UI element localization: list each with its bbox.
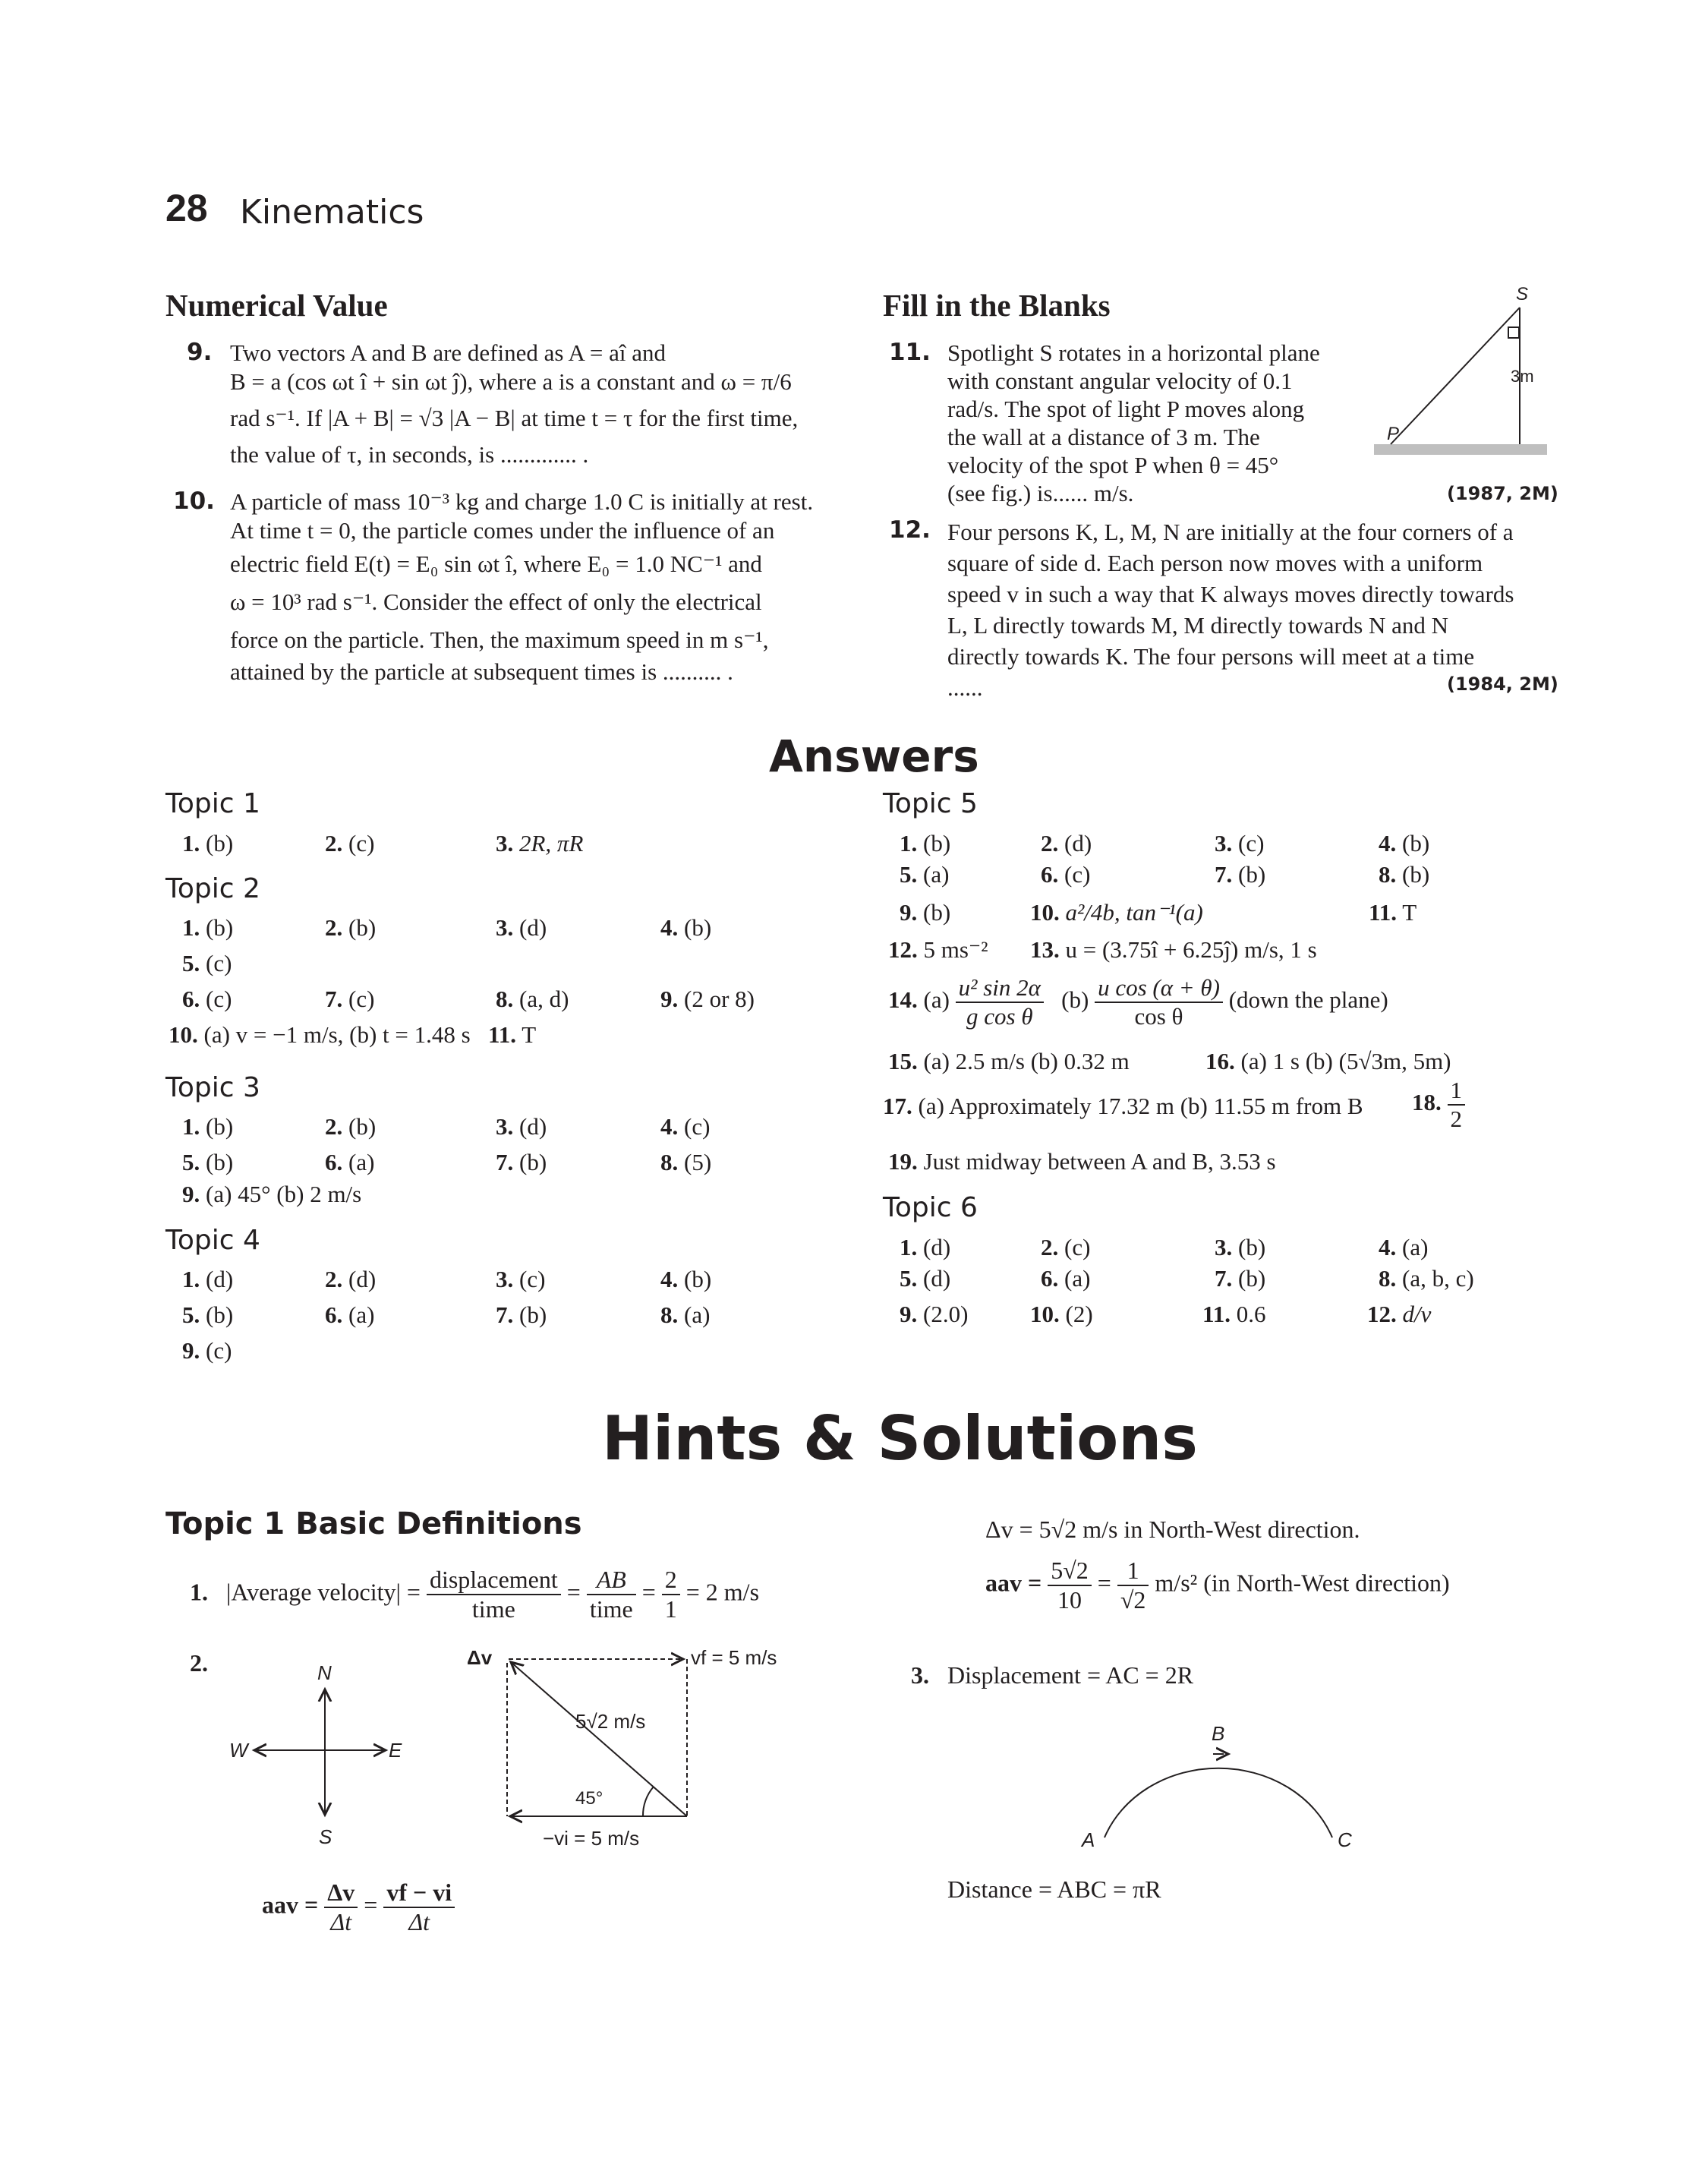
label-p: P — [1387, 424, 1400, 444]
q10-line: At time t = 0, the particle comes under the influence of an — [230, 517, 775, 544]
q10-line: ω = 10³ rad s⁻¹. Consider the effect of only the electrical — [230, 588, 762, 615]
answer-item: 8. (a, b, c) — [1379, 1265, 1474, 1292]
solution-1: 1. |Average velocity| = $\frac{\text{displacement}}{\text{time}}$ = $\frac{AB}{\text{time}}$ = $\frac{2}{1}$ = 2 m/s — [190, 1566, 760, 1623]
fraction: $\frac{\text{u² sin 2α}}{\text{g cos θ}}$ — [956, 974, 1044, 1030]
label-c: C — [1338, 1828, 1352, 1851]
answers-topic-4: Topic 4 — [165, 1225, 260, 1256]
answers-title: Answers — [769, 730, 979, 782]
answer-item: 3. 2R, πR — [496, 830, 584, 856]
answer-item: 5. (c) — [182, 950, 232, 976]
chapter-title: Kinematics — [240, 193, 424, 232]
answer-item: 19. Just midway between A and B, 3.53 s — [888, 1148, 1276, 1175]
q12-line: ...... — [947, 674, 983, 701]
spotlight-figure — [1370, 277, 1556, 459]
q11-line: with constant angular velocity of 0.1 — [947, 368, 1293, 394]
q12-line: directly towards K. The four persons will meet at a time — [947, 643, 1475, 670]
answer-item: 17. (a) Approximately 17.32 m (b) 11.55 m from B — [883, 1093, 1363, 1119]
answer-item: 4. (a) — [1379, 1234, 1429, 1260]
q12-line: square of side d. Each person now moves with a uniform — [947, 550, 1483, 576]
answer-item: 12. 5 ms⁻² — [888, 936, 988, 963]
answer-item: 1. (d) — [900, 1234, 951, 1260]
label-3m: 3m — [1511, 367, 1534, 386]
answer-item: 1. (b) — [900, 830, 951, 856]
wall-ground — [1374, 444, 1547, 455]
question-number-12: 12. — [889, 516, 931, 544]
answer-item: 6. (a) — [325, 1149, 375, 1175]
fraction: $\frac{1}{2}$ — [1448, 1077, 1466, 1133]
answer-item: 8. (a, d) — [496, 986, 569, 1012]
q11-line: rad/s. The spot of light P moves along — [947, 396, 1305, 422]
answer-item: 4. (b) — [1379, 830, 1430, 856]
q11-line: (see fig.) is...... m/s. — [947, 480, 1134, 506]
q11-line: the wall at a distance of 3 m. The — [947, 424, 1260, 450]
label-vi: −vi = 5 m/s — [543, 1827, 640, 1850]
label-diagonal: 5√2 m/s — [575, 1710, 646, 1733]
answer-item: 7. (b) — [496, 1301, 547, 1328]
fraction: $\frac{\text{u cos (α + θ)}}{\text{cos θ}}$ — [1095, 974, 1223, 1030]
question-10-text — [230, 487, 843, 686]
answer-item: 2. (c) — [1041, 1234, 1091, 1260]
answers-topic-5: Topic 5 — [883, 788, 978, 819]
answer-item: 1. (b) — [182, 914, 234, 941]
compass-figure — [220, 1655, 440, 1860]
fraction: $\frac{\Delta v}{\Delta t}$ — [324, 1879, 358, 1936]
answer-item: 4. (b) — [660, 1266, 712, 1292]
hints-title: Hints & Solutions — [602, 1403, 1198, 1474]
answer-item: 8. (b) — [1379, 861, 1430, 888]
answer-item: 12. d/v — [1367, 1301, 1432, 1327]
answer-item: 8. (5) — [660, 1149, 712, 1175]
displacement-line: Displacement = AC = 2R — [947, 1661, 1194, 1689]
fraction: $\frac{1}{√2}$ — [1117, 1557, 1149, 1614]
question-number-11: 11. — [889, 339, 931, 366]
q10-line: force on the particle. Then, the maximum speed in m s⁻¹, — [230, 626, 769, 653]
label-a: A — [1082, 1828, 1095, 1851]
answer-item: 11. T — [488, 1021, 537, 1048]
answer-item: 1. (b) — [182, 830, 234, 856]
q9-line: B = a (cos ωt î + sin ωt ĵ), where a is a constant and ω = π/6 — [230, 368, 792, 395]
answer-item: 9. (a) 45° (b) 2 m/s — [182, 1181, 362, 1207]
question-number-9: 9. — [187, 339, 213, 366]
label-e: E — [389, 1739, 402, 1762]
q10-line: attained by the particle at subsequent times is .......... . — [230, 658, 733, 685]
fraction: $\frac{AB}{\text{time}}$ — [587, 1566, 636, 1623]
solution-2-number: 2. — [190, 1649, 208, 1677]
label-dv: Δv — [467, 1646, 493, 1669]
answer-item: 10. (a) v = −1 m/s, (b) t = 1.48 s — [169, 1021, 471, 1048]
q11-year-tag: (1987, 2M) — [1447, 483, 1558, 504]
question-9-text — [230, 339, 834, 469]
q9-line: Two vectors A and B are defined as A = aî and — [230, 339, 666, 366]
label-s: S — [1516, 284, 1529, 304]
answer-item: 2. (b) — [325, 914, 377, 941]
answer-item: 3. (c) — [496, 1266, 546, 1292]
spotlight-box — [1508, 327, 1519, 338]
q10-line: A particle of mass 10⁻³ kg and charge 1.0 C is initially at rest. — [230, 488, 814, 515]
arc-abc — [1105, 1768, 1332, 1838]
answer-item: 2. (c) — [325, 830, 375, 856]
average-acceleration-formula: aav = $\frac{\Delta v}{\Delta t}$ = $\frac{vf - vi}{\Delta t}$ — [262, 1879, 455, 1936]
answer-item: 2. (b) — [325, 1113, 377, 1140]
answer-item: 10. a²/4b, tan⁻¹(a) — [1030, 899, 1203, 926]
fraction: $\frac{\text{displacement}}{\text{time}}$ — [427, 1566, 561, 1623]
semicircle-figure — [1063, 1716, 1382, 1853]
answer-item: 7. (b) — [1215, 861, 1266, 888]
answer-item: 7. (b) — [496, 1149, 547, 1175]
fraction: $\frac{5√2}{10}$ — [1048, 1557, 1092, 1614]
q12-line: L, L directly towards M, M directly towards N and N — [947, 612, 1449, 639]
answer-item: 5. (b) — [182, 1149, 234, 1175]
solution-3-number: 3. — [911, 1661, 929, 1689]
q11-line: Spotlight S rotates in a horizontal plane — [947, 339, 1320, 366]
label-w: W — [229, 1739, 248, 1762]
hints-topic-heading: Topic 1 Basic Definitions — [165, 1506, 582, 1541]
answer-item: 4. (c) — [660, 1113, 711, 1140]
light-beam — [1391, 308, 1520, 444]
answer-item: 1. (b) — [182, 1113, 234, 1140]
answer-item: 6. (a) — [325, 1301, 375, 1328]
answers-topic-1: Topic 1 — [165, 788, 260, 819]
label-s: S — [319, 1825, 332, 1848]
answer-item: 2. (d) — [325, 1266, 377, 1292]
answer-item: 3. (c) — [1215, 830, 1265, 856]
answer-item: 15. (a) 2.5 m/s (b) 0.32 m — [888, 1048, 1130, 1074]
answer-item: 7. (c) — [325, 986, 375, 1012]
answer-item: 5. (d) — [900, 1265, 951, 1292]
answer-item: 3. (d) — [496, 1113, 547, 1140]
section-title-fill-blanks: Fill in the Blanks — [883, 288, 1111, 323]
q11-line: velocity of the spot P when θ = 45° — [947, 452, 1279, 478]
angle-arc — [643, 1787, 654, 1816]
answer-item: 16. (a) 1 s (b) (5√3m, 5m) — [1205, 1048, 1451, 1074]
q10-line: electric field E(t) = E₀ sin ωt î, where E₀ = 1.0 NC⁻¹ and — [230, 550, 762, 577]
answer-item: 6. (c) — [182, 986, 232, 1012]
distance-line: Distance = ABC = πR — [947, 1875, 1161, 1903]
q12-line: Four persons K, L, M, N are initially at the four corners of a — [947, 519, 1514, 545]
label-angle: 45° — [575, 1788, 603, 1809]
answer-item: 10. (2) — [1030, 1301, 1093, 1327]
q9-line: the value of τ, in seconds, is ............. . — [230, 441, 589, 468]
answer-item: 3. (d) — [496, 914, 547, 941]
answer-item: 9. (c) — [182, 1337, 232, 1364]
answers-topic-2: Topic 2 — [165, 873, 260, 904]
answer-item: 2. (d) — [1041, 830, 1092, 856]
answer-item: 3. (b) — [1215, 1234, 1266, 1260]
fraction: $\frac{vf - vi}{\Delta t}$ — [383, 1879, 455, 1936]
answer-item: 9. (b) — [900, 899, 951, 926]
answer-item: 9. (2 or 8) — [660, 986, 755, 1012]
answer-item: 6. (a) — [1041, 1265, 1091, 1292]
answer-14: 14. (a) $\frac{\text{u² sin 2α}}{\text{g cos θ}}$ (b) $\frac{\text{u cos (α + θ)}}{\text{cos θ}}$ (down the plane) — [888, 974, 1388, 1030]
aav-right-formula: aav = $\frac{5√2}{10}$ = $\frac{1}{√2}$ m/s² (in North-West direction) — [985, 1557, 1450, 1614]
label-b: B — [1212, 1722, 1225, 1745]
q12-line: speed v in such a way that K always moves directly towards — [947, 581, 1514, 607]
answer-item: 6. (c) — [1041, 861, 1091, 888]
label-vf: vf = 5 m/s — [691, 1646, 777, 1669]
answer-18: 18. $\frac{1}{2}$ — [1412, 1077, 1465, 1133]
question-number-10: 10. — [173, 487, 215, 515]
page-number: 28 — [165, 187, 208, 229]
label-n: N — [317, 1661, 332, 1684]
fraction: $\frac{2}{1}$ — [662, 1566, 680, 1623]
answer-item: 4. (b) — [660, 914, 712, 941]
answer-item: 5. (a) — [900, 861, 950, 888]
q9-line: rad s⁻¹. If |A + B| = √3 |A − B| at time t = τ for the first time, — [230, 405, 799, 431]
question-11-text — [947, 339, 1345, 507]
delta-v-line: Δv = 5√2 m/s in North-West direction. — [985, 1516, 1360, 1543]
answer-item: 11. 0.6 — [1202, 1301, 1266, 1327]
answer-item: 13. u = (3.75î + 6.25ĵ) m/s, 1 s — [1030, 936, 1317, 963]
vector-triangle-figure — [463, 1640, 805, 1868]
q12-year-tag: (1984, 2M) — [1447, 674, 1558, 695]
answer-item: 5. (b) — [182, 1301, 234, 1328]
section-title-numerical: Numerical Value — [165, 288, 388, 323]
answer-item: 8. (a) — [660, 1301, 711, 1328]
answer-item: 9. (2.0) — [900, 1301, 969, 1327]
answers-topic-3: Topic 3 — [165, 1072, 260, 1103]
answer-item: 1. (d) — [182, 1266, 234, 1292]
answers-topic-6: Topic 6 — [883, 1192, 978, 1223]
answer-item: 7. (b) — [1215, 1265, 1266, 1292]
answer-item: 11. T — [1369, 899, 1417, 926]
